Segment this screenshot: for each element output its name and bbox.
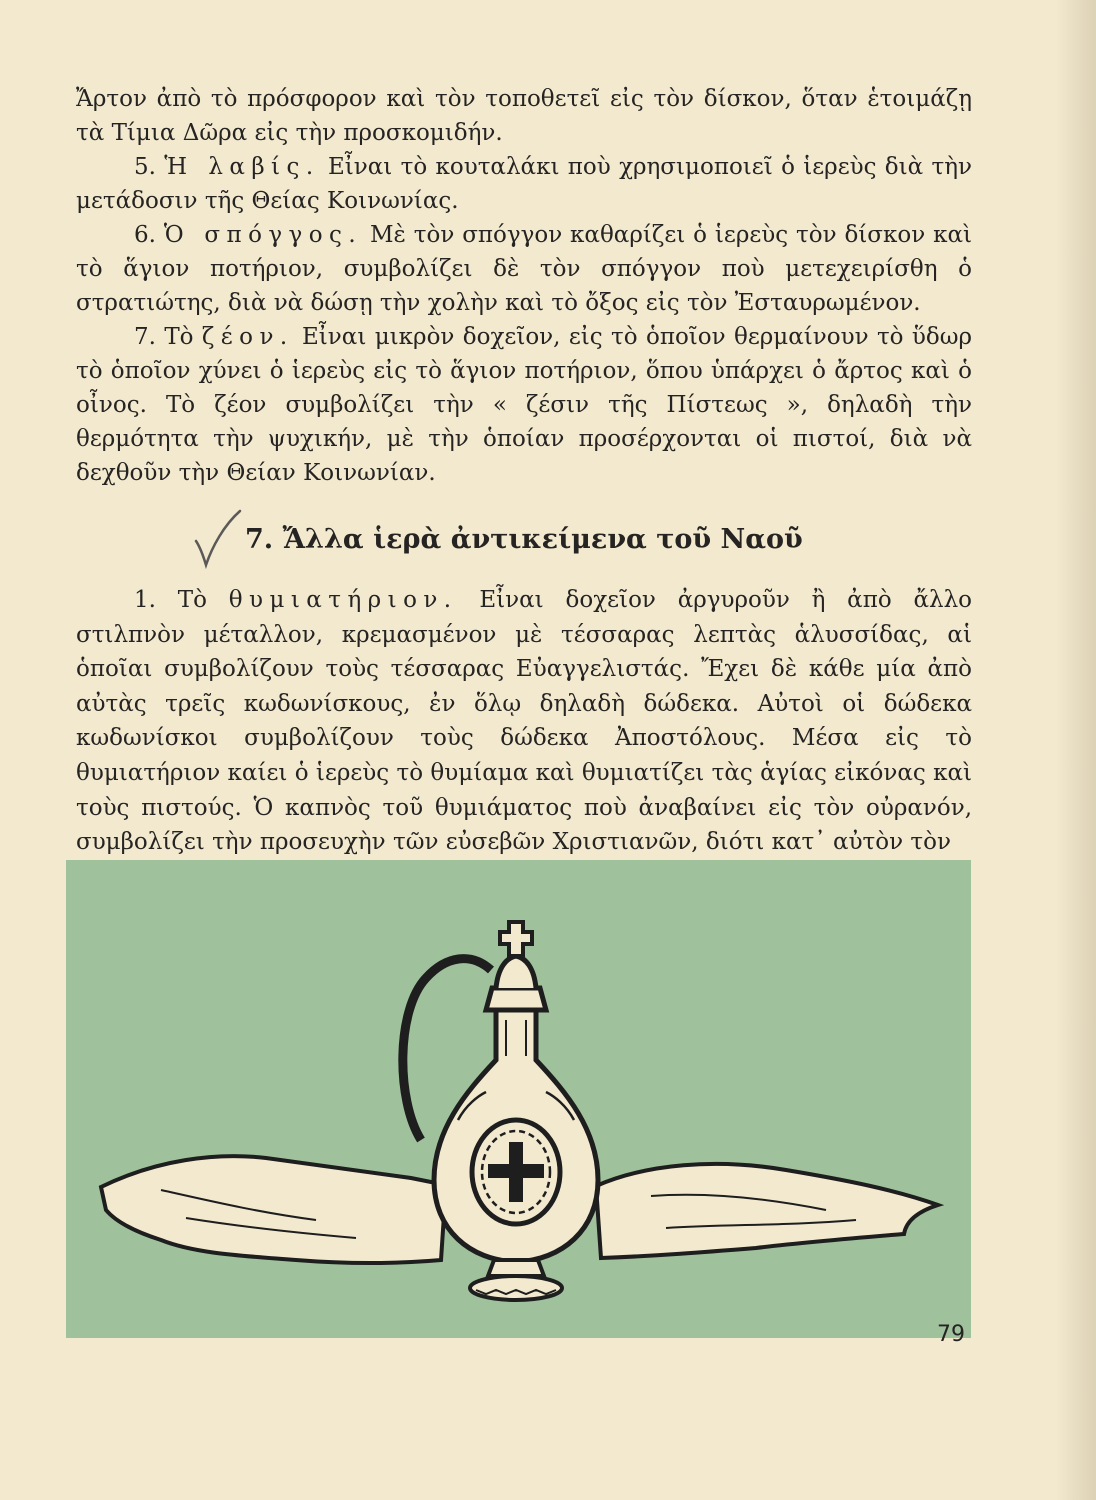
cross-finial [500,922,532,956]
paragraph-thymiaterion: 1. Τὸ θυμιατήριον. Εἶναι δοχεῖον ἀργυροῦν ἢ ἀπὸ ἄλλο στιλπνὸν μέταλλον, κρεμασμένον μὲ τέσσαρας λεπτὰς ἁλυσσίδας, αἱ ὁποῖαι συμβολίζουν τοὺς τέσσαρας Εὐαγγελιστάς. Ἔχει δὲ κάθε μία ἀπὸ αὐτὰς τρεῖς κωδωνίσκους, ἐν ὅλῳ δηλαδὴ δώδεκα. Αὐτοὶ οἱ δώδεκα κωδωνίσκοι συμβολίζουν τοὺς δώδεκα Ἀποστόλους. Μέσα εἰς τὸ θυμιατήριον καίει ὁ ἱερεὺς τὸ θυμίαμα καὶ θυμιατίζει τὰς ἁγίας εἰκόνας καὶ τοὺς πιστούς. Ὁ καπνὸς τοῦ θυμιάματος ποὺ ἀναβαίνει εἰς τὸν οὐρανόν, συμβολίζει τὴν προσευχὴν τῶν εὐσεβῶν Χριστιανῶν, διότι κατ᾽ αὐτὸν τὸν [76,587,973,856]
paragraph-zeon: 7. Τὸ ζέον. Εἶναι μικρὸν δοχεῖον, εἰς τὸ ὁποῖον θερμαίνουν τὸ ὕδωρ τὸ ὁποῖον χύνει ὁ ἱερεὺς εἰς τὸ ἅγιον ποτήριον, ὅπου ὑπάρχει ὁ ἄρτος καὶ ὁ οἶνος. Τὸ ζέον συμβολίζει τὴν « ζέσιν τῆς Πίστεως », δηλαδὴ τὴν θερμότητα τὴν ψυχικήν, μὲ τὴν ὁποίαν προσέρχονται οἱ πιστοί, διὰ νὰ δεχθοῦν τὴν Θείαν Κοινωνίαν. [76,324,972,486]
cloth-right [596,1164,938,1258]
page-number: 79 [937,1322,965,1347]
text-block-top [76,82,972,490]
paragraph-continuation: Ἄρτον ἀπὸ τὸ πρόσφορον καὶ τὸν τοποθετεῖ εἰς τὸν δίσκον, ὅταν ἑτοιμάζῃ τὰ Τίμια Δῶρα εἰς τὴν προσκομιδήν. [76,86,972,146]
illustration-panel [66,860,971,1338]
section-heading-text: 7. Ἄλλα ἱερὰ ἀντικείμενα τοῦ Ναοῦ [245,524,803,555]
cloth-left [101,1156,446,1263]
vessel-base [488,1260,544,1276]
paragraph-spongos: 6. Ὁ σπόγγος. Μὲ τὸν σπόγγον καθαρίζει ὁ ἱερεὺς τὸν δίσκον καὶ τὸ ἅγιον ποτήριον, συμβολίζει δὲ τὸν σπόγγον ποὺ μετεχειρίσθη ὁ στρατιώτης, διὰ νὰ δώσῃ τὴν χολὴν καὶ τὸ ὄξος εἰς τὸν Ἐσταυρωμένον. [76,222,973,316]
page-edge-shadow [1056,0,1096,1500]
handwritten-check-icon [188,507,244,571]
zeon-vessel-illustration-icon [66,860,971,1338]
paragraph-labis: 5. Ἡ λαβίς. Εἶναι τὸ κουταλάκι ποὺ χρησιμοποιεῖ ὁ ἱερεὺς διὰ τὴν μετάδοσιν τῆς Θείας Κοινωνίας. [76,154,973,214]
section-heading [188,515,888,565]
text-block-bottom [76,583,972,860]
